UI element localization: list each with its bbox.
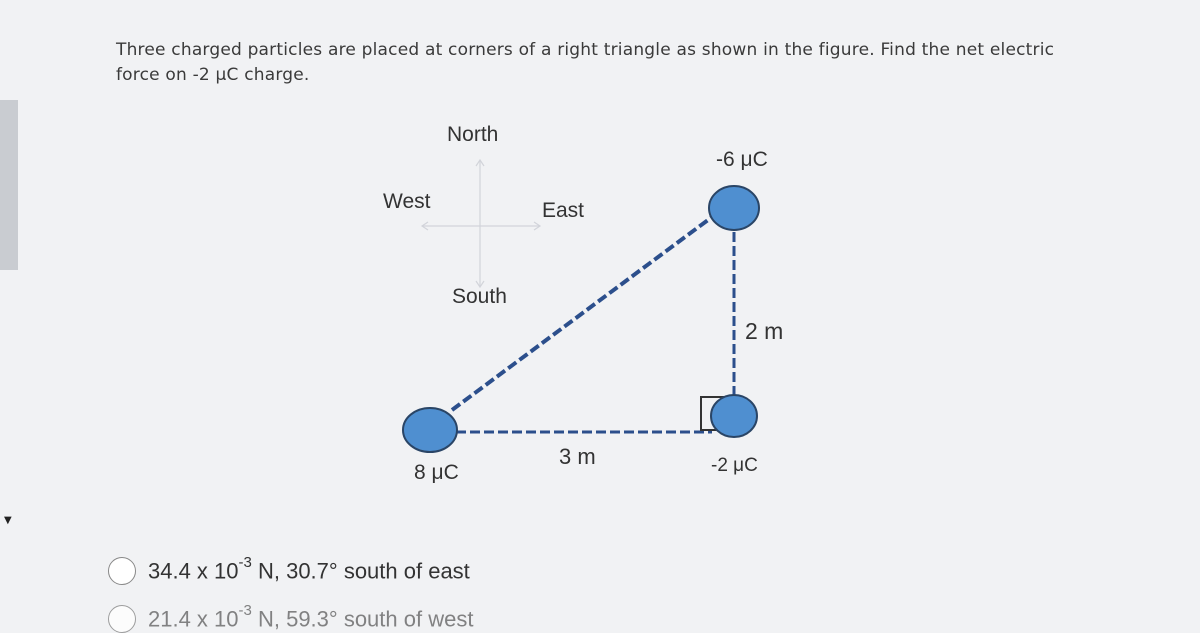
side-horizontal-label: 3 m [559, 444, 596, 469]
compass-icon [422, 160, 540, 287]
charge-left-label: 8 μC [414, 461, 459, 484]
question-line-1: Three charged particles are placed at corners of a right triangle as shown in the figure. Find the net electric [116, 40, 1055, 60]
charge-corner-label: -2 μC [711, 455, 758, 476]
radio-button-b[interactable] [108, 605, 136, 633]
hypotenuse-line [452, 217, 712, 410]
compass-north-label: North [447, 123, 499, 146]
answer-choice-b[interactable] [108, 602, 474, 633]
question-line-2: force on -2 μC charge. [116, 65, 310, 85]
charge-top-label: -6 μC [716, 148, 768, 171]
charge-corner [711, 395, 757, 437]
radio-button-a[interactable] [108, 557, 136, 585]
answer-choice-a[interactable] [108, 554, 470, 585]
caret-icon: ▼ [4, 515, 12, 526]
charge-left [403, 408, 457, 452]
compass-south-label: South [452, 285, 507, 308]
choice-a-text: 34.4 x $10^{-3}$ N, 30.7° south of east [148, 554, 470, 584]
compass-west-label: West [383, 190, 431, 213]
side-vertical-label: 2 m [745, 318, 784, 344]
choice-b-text: 21.4 x $10^{-3}$ N, 59.3° south of west [148, 602, 474, 632]
charge-top [709, 186, 759, 230]
compass-east-label: East [542, 199, 585, 222]
